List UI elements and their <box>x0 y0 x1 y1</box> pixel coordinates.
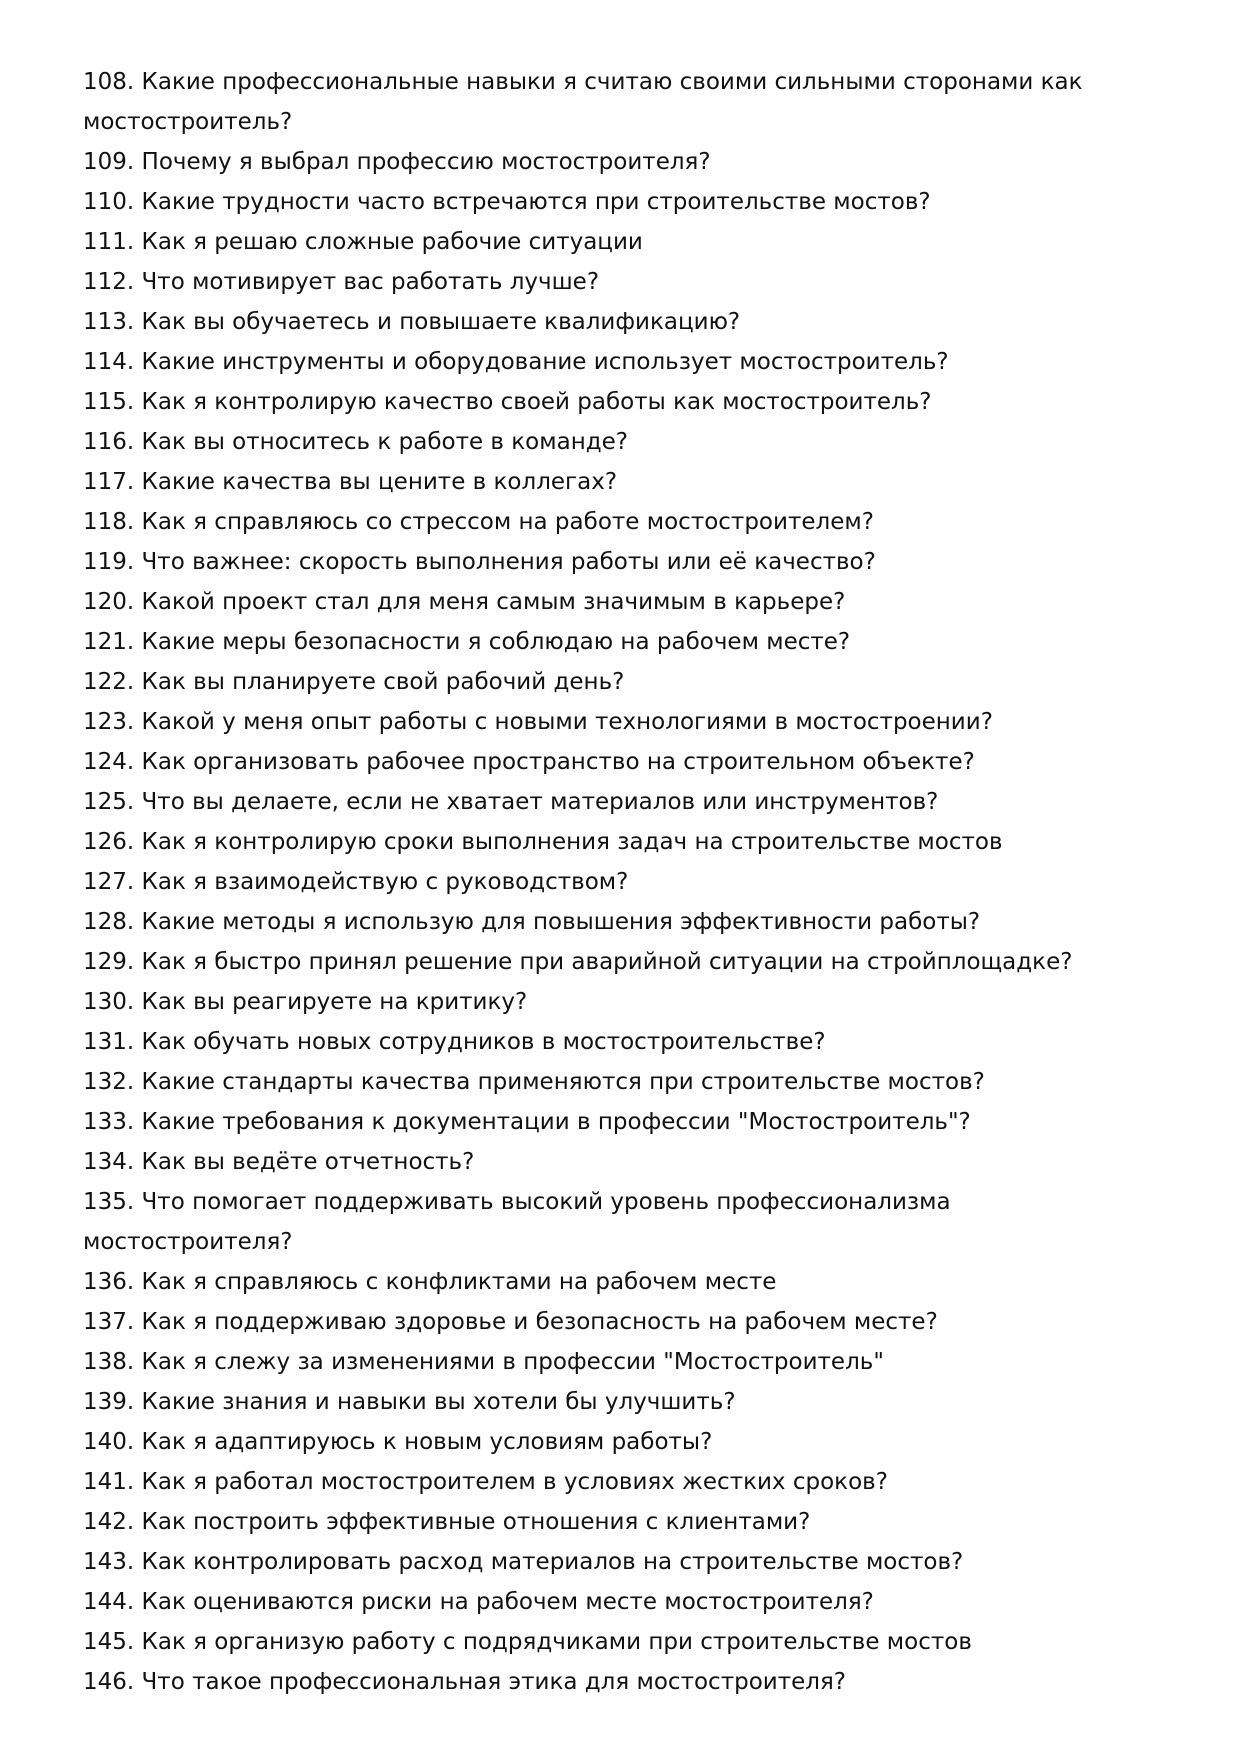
question-item <box>83 942 1163 982</box>
question-item <box>83 1142 1163 1182</box>
question-item <box>83 1662 1163 1702</box>
question-number: 115. <box>83 389 135 415</box>
question-number: 121. <box>83 629 135 655</box>
question-text: Как вы реагируете на критику? <box>141 989 528 1015</box>
question-number: 133. <box>83 1109 135 1135</box>
question-number: 136. <box>83 1269 135 1295</box>
question-text: Как вы обучаетесь и повышаете квалификацию? <box>141 309 741 335</box>
question-number: 141. <box>83 1469 135 1495</box>
question-item <box>83 302 1163 342</box>
question-item <box>83 1062 1163 1102</box>
question-number: 113. <box>83 309 135 335</box>
question-number: 144. <box>83 1589 135 1615</box>
question-number: 122. <box>83 669 135 695</box>
question-text: Как контролировать расход материалов на строительстве мостов? <box>141 1549 964 1575</box>
question-item <box>83 1622 1163 1662</box>
question-list <box>83 62 1163 1702</box>
question-item <box>83 422 1163 462</box>
question-text: Как я справляюсь со стрессом на работе мостостроителем? <box>141 509 874 535</box>
question-number: 137. <box>83 1309 135 1335</box>
question-item <box>83 1342 1163 1382</box>
question-item <box>83 662 1163 702</box>
question-number: 124. <box>83 749 135 775</box>
question-number: 130. <box>83 989 135 1015</box>
question-item <box>83 502 1163 542</box>
question-item <box>83 1182 1163 1262</box>
question-number: 114. <box>83 349 135 375</box>
question-number: 129. <box>83 949 135 975</box>
question-text: Как я быстро принял решение при аварийной ситуации на стройплощадке? <box>141 949 1073 975</box>
question-text: Как я справляюсь с конфликтами на рабочем месте <box>141 1269 777 1295</box>
question-item <box>83 982 1163 1022</box>
question-number: 140. <box>83 1429 135 1455</box>
question-number: 138. <box>83 1349 135 1375</box>
question-text: Как я решаю сложные рабочие ситуации <box>141 229 643 255</box>
question-item <box>83 1022 1163 1062</box>
question-number: 119. <box>83 549 135 575</box>
question-text: Как я работал мостостроителем в условиях жестких сроков? <box>141 1469 888 1495</box>
question-item <box>83 1542 1163 1582</box>
question-number: 131. <box>83 1029 135 1055</box>
question-text: Как обучать новых сотрудников в мостостроительстве? <box>141 1029 826 1055</box>
question-number: 111. <box>83 229 135 255</box>
question-text: Какие трудности часто встречаются при строительстве мостов? <box>141 189 931 215</box>
question-number: 142. <box>83 1509 135 1535</box>
question-item <box>83 1302 1163 1342</box>
question-text: Как вы планируете свой рабочий день? <box>141 669 625 695</box>
question-item <box>83 902 1163 942</box>
question-item <box>83 582 1163 622</box>
question-number: 109. <box>83 149 135 175</box>
question-item <box>83 862 1163 902</box>
question-item <box>83 1262 1163 1302</box>
question-number: 112. <box>83 269 135 295</box>
question-number: 128. <box>83 909 135 935</box>
question-item <box>83 182 1163 222</box>
question-item <box>83 382 1163 422</box>
question-number: 117. <box>83 469 135 495</box>
question-text: Как организовать рабочее пространство на строительном объекте? <box>141 749 975 775</box>
question-text: Какой у меня опыт работы с новыми технологиями в мостостроении? <box>141 709 993 735</box>
question-number: 139. <box>83 1389 135 1415</box>
question-number: 116. <box>83 429 135 455</box>
question-number: 127. <box>83 869 135 895</box>
question-text: Как я контролирую сроки выполнения задач на строительстве мостов <box>141 829 1003 855</box>
question-text: Какие знания и навыки вы хотели бы улучшить? <box>141 1389 736 1415</box>
question-item <box>83 742 1163 782</box>
question-text: Как я адаптируюсь к новым условиям работы? <box>141 1429 713 1455</box>
question-number: 135. <box>83 1189 135 1215</box>
question-number: 146. <box>83 1669 135 1695</box>
question-text: Какие инструменты и оборудование использует мостостроитель? <box>141 349 949 375</box>
question-text: Какие профессиональные навыки я считаю своими сильными сторонами как мостостроитель? <box>83 69 1083 135</box>
question-text: Какой проект стал для меня самым значимым в карьере? <box>141 589 846 615</box>
question-text: Какие стандарты качества применяются при строительстве мостов? <box>141 1069 985 1095</box>
question-text: Как я контролирую качество своей работы как мостостроитель? <box>141 389 932 415</box>
question-item <box>83 62 1163 142</box>
question-text: Как оцениваются риски на рабочем месте мостостроителя? <box>141 1589 874 1615</box>
question-item <box>83 542 1163 582</box>
question-number: 132. <box>83 1069 135 1095</box>
question-text: Что мотивирует вас работать лучше? <box>141 269 600 295</box>
question-text: Как построить эффективные отношения с клиентами? <box>141 1509 811 1535</box>
question-number: 108. <box>83 69 135 95</box>
question-text: Почему я выбрал профессию мостостроителя? <box>141 149 711 175</box>
question-item <box>83 702 1163 742</box>
question-item <box>83 1502 1163 1542</box>
question-item <box>83 1422 1163 1462</box>
question-item <box>83 342 1163 382</box>
question-item <box>83 1462 1163 1502</box>
question-number: 125. <box>83 789 135 815</box>
question-text: Какие качества вы цените в коллегах? <box>141 469 618 495</box>
question-text: Как вы ведёте отчетность? <box>141 1149 475 1175</box>
question-number: 110. <box>83 189 135 215</box>
question-text: Как я организую работу с подрядчиками при строительстве мостов <box>141 1629 972 1655</box>
question-item <box>83 1102 1163 1142</box>
question-text: Как вы относитесь к работе в команде? <box>141 429 629 455</box>
question-text: Что вы делаете, если не хватает материалов или инструментов? <box>141 789 939 815</box>
question-number: 134. <box>83 1149 135 1175</box>
question-item <box>83 462 1163 502</box>
question-text: Что помогает поддерживать высокий уровень профессионализма мостостроителя? <box>83 1189 951 1255</box>
question-item <box>83 142 1163 182</box>
question-number: 145. <box>83 1629 135 1655</box>
question-item <box>83 262 1163 302</box>
question-item <box>83 1382 1163 1422</box>
question-item <box>83 1582 1163 1622</box>
document-page <box>83 62 1163 1702</box>
question-text: Как я взаимодействую с руководством? <box>141 869 629 895</box>
question-text: Что такое профессиональная этика для мостостроителя? <box>141 1669 847 1695</box>
question-number: 123. <box>83 709 135 735</box>
question-item <box>83 782 1163 822</box>
question-text: Как я слежу за изменениями в профессии "Мостостроитель" <box>141 1349 884 1375</box>
question-text: Как я поддерживаю здоровье и безопасность на рабочем месте? <box>141 1309 938 1335</box>
question-item <box>83 222 1163 262</box>
question-item <box>83 822 1163 862</box>
question-text: Какие меры безопасности я соблюдаю на рабочем месте? <box>141 629 851 655</box>
question-item <box>83 622 1163 662</box>
question-number: 118. <box>83 509 135 535</box>
question-number: 126. <box>83 829 135 855</box>
question-number: 120. <box>83 589 135 615</box>
question-text: Что важнее: скорость выполнения работы или её качество? <box>141 549 876 575</box>
question-number: 143. <box>83 1549 135 1575</box>
question-text: Какие методы я использую для повышения эффективности работы? <box>141 909 981 935</box>
question-text: Какие требования к документации в профессии "Мостостроитель"? <box>141 1109 971 1135</box>
